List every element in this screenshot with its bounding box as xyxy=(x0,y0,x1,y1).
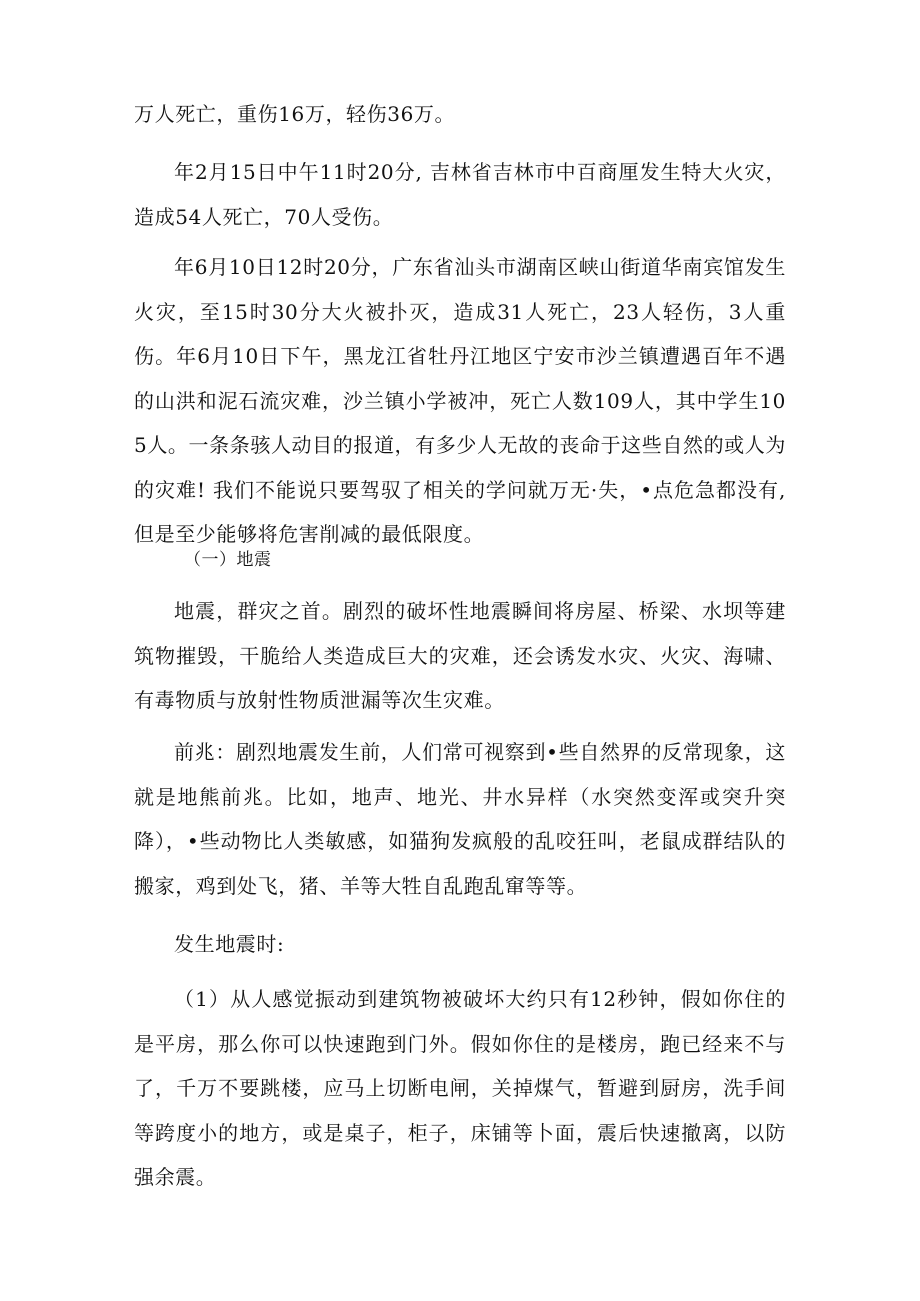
paragraph-earthquake-step-1: （1）从人感觉振动到建筑物被破坏大约只有12秒钟，假如你住的是平房，那么你可以快速跑到门外。假如你住的是楼房，跑已经来不与了，千万不要跳楼，应马上切断电闸，关掉煤气，暂避到厨房，洗手间等跨度小的地方，或是桌子，柜子，床铺等卜面，震后快速撤离，以防强余震。 xyxy=(134,987,786,1189)
paragraph-shantou-fire-shalan-flood: 年6月10日12时20分，广东省汕头市湖南区峡山街道华南宾馆发生火灾，至15时30分大火被扑灭，造成31人死亡，23人轻伤，3人重伤。年6月10日下午，黑龙江省牡丹江地区宁安市沙兰镇遭遇百年不遇的山洪和泥石流灾难，沙兰镇小学被冲，死亡人数109人，其中学生105人。一条条骇人动目的报道，有多少人无故的丧命于这些自然的或人为的灾难! 我们不能说只要驾驭了相关的学问就万无·失，•点危急都没有, 但是至少能够将危害削减的最低限度。 xyxy=(134,255,786,546)
paragraph-during-earthquake: 发生地震时: xyxy=(174,932,285,956)
paragraph-jilin-fire: 年2月15日中午11时20分, 吉林省吉林市中百商厘发生特大火灾，造成54人死亡，70人受伤。 xyxy=(134,160,786,229)
paragraph-earthquake-precursors: 前兆：剧烈地震发生前，人们常可视察到•些自然界的反常现象，这就是地熊前兆。比如，地声、地光、井水异样（水突然变浑或突升突降），•些动物比人类敏感，如猫狗发疯般的乱咬狂叫，老鼠成群结队的搬家，鸡到处飞，猪、羊等大牲自乱跑乱窜等等。 xyxy=(134,740,786,898)
paragraph-earthquake-intro: 地震，群灾之首。剧烈的破坏性地震瞬间将房屋、桥梁、水坝等建筑物摧毁，干脆给人类造成巨大的灾难，还会诱发水灾、火灾、海啸、有毒物质与放射性物质泄漏等次生灾难。 xyxy=(134,599,786,712)
paragraph-casualties-continued: 万人死亡，重伤16万，轻伤36万。 xyxy=(134,102,456,126)
section-heading-earthquake: （一）地震 xyxy=(184,550,272,570)
